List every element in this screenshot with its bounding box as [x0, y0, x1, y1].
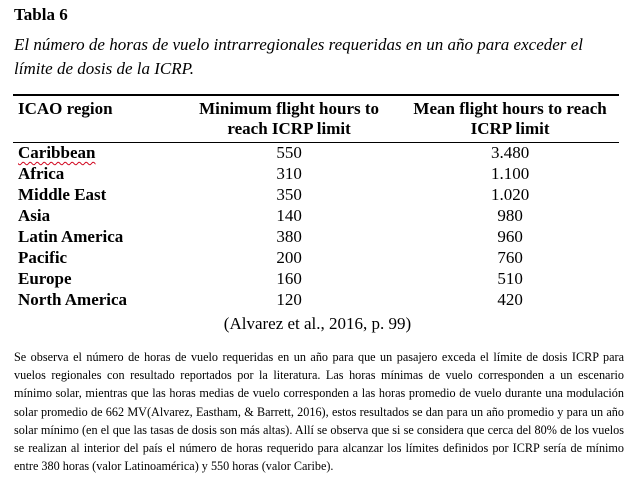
table-caption: El número de horas de vuelo intrarregionales requeridas en un año para exceder el límite de dosis de la ICRP. [14, 35, 583, 78]
table-row [13, 163, 619, 184]
mean-hours-cell: 420 [497, 290, 523, 309]
body-paragraph: Se observa el número de horas de vuelo requeridas en un año para que un pasajero exceda el límite de dosis ICRP para vuelos regionales con resultado reportados por la literatura. Las horas mínimas de vuelo corresponden a un escenario mínimo solar, mientras que las horas medias de vuelo corresponden a las horas promedio de vuelo durante una modulación solar promedio de 662 MV(Alvarez, Eastham, & Barrett, 2016), estos resultados se dan para un año promedio y para un año solar mínimo (en el que las tasas de dosis son más altas). Allí se observa que si se considera que cerca del 80% de los vuelos se realizan al interior del país el número de horas requerido para alcanzar los límites definidos por ICRP sería de mínimo entre 380 horas (valor Latinoamérica) y 550 horas (valor Caribe). [14, 350, 624, 474]
region-cell [13, 142, 177, 163]
min-hours-cell: 310 [276, 164, 302, 183]
region-cell: Middle East [18, 185, 107, 204]
mean-hours-cell: 1.100 [490, 164, 530, 183]
table-header-row [13, 97, 619, 142]
mean-hours-cell: 960 [497, 227, 523, 246]
table-row [13, 184, 619, 205]
region-cell: Latin America [18, 227, 124, 246]
region-cell: Africa [18, 164, 65, 183]
mean-hours-cell: 980 [497, 206, 523, 225]
min-hours-cell: 550 [276, 143, 302, 162]
table-row [13, 226, 619, 247]
min-hours-cell: 380 [276, 227, 302, 246]
header-minimum-flight-hours: Minimum flight hours to reach ICRP limit [199, 99, 380, 138]
region-cell: Asia [18, 206, 51, 225]
table-label: Tabla 6 [14, 5, 68, 24]
min-hours-cell: 350 [276, 185, 302, 204]
region-cell: Pacific [18, 248, 68, 267]
min-hours-cell: 200 [276, 248, 302, 267]
min-hours-cell: 120 [276, 290, 302, 309]
table-row [13, 205, 619, 226]
region-cell: North America [18, 290, 128, 309]
mean-hours-cell: 510 [497, 269, 523, 288]
table-row [13, 247, 619, 268]
min-hours-cell: 140 [276, 206, 302, 225]
mean-hours-cell: 3.480 [490, 143, 530, 162]
table-row [13, 289, 619, 310]
header-mean-flight-hours: Mean flight hours to reach ICRP limit [413, 99, 607, 138]
header-icao-region: ICAO region [18, 99, 113, 118]
mean-hours-cell: 760 [497, 248, 523, 267]
mean-hours-cell: 1.020 [490, 185, 530, 204]
min-hours-cell: 160 [276, 269, 302, 288]
table-row [13, 268, 619, 289]
flight-hours-table [13, 97, 619, 310]
region-cell: Europe [18, 269, 72, 288]
table-top-rule [13, 94, 619, 96]
table-row [13, 142, 619, 163]
table-source-citation: (Alvarez et al., 2016, p. 99) [223, 314, 412, 333]
region-name: Caribbean [18, 143, 96, 162]
